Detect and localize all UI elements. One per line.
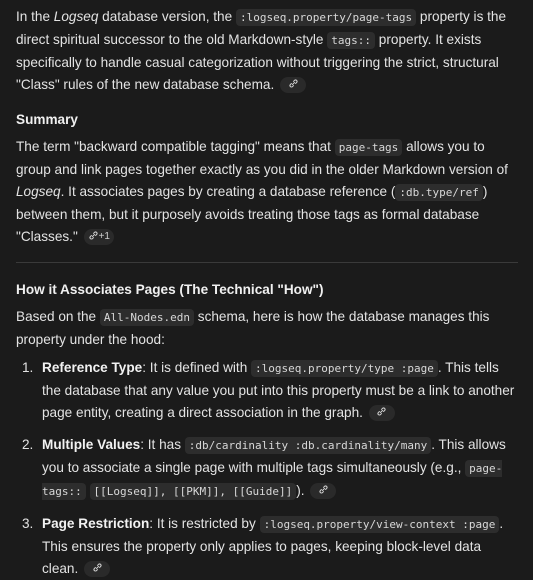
how-heading: How it Associates Pages (The Technical "How") xyxy=(16,282,324,297)
intro-code-tags: tags:: xyxy=(327,32,375,49)
list-item-text: . This tells the database that any value you put into this property must be a link to another page entity, creating a direct association in the graph. xyxy=(42,360,515,420)
how-code-all-nodes: All-Nodes.edn xyxy=(100,309,194,326)
list-item-title: Reference Type xyxy=(42,360,143,375)
link-icon xyxy=(88,230,99,241)
citation-chip[interactable] xyxy=(84,229,114,245)
list-item-text: ). xyxy=(296,483,305,498)
list-item xyxy=(16,357,518,424)
citation-chip[interactable] xyxy=(310,483,336,499)
intro-logseq: Logseq xyxy=(53,9,99,24)
list-item xyxy=(16,434,518,503)
list-item-code: :db/cardinality :db.cardinality/many xyxy=(185,437,431,454)
how-text-2: schema, here is how the database manages this property under the hood: xyxy=(16,309,490,347)
how-text-1: Based on the xyxy=(16,309,100,324)
summary-text-4: ) between them, but it purposely avoids treating those tags as formal database "Classes." xyxy=(16,184,488,244)
summary-text-2: allows you to group and link pages together exactly as you did in the older Markdown version of xyxy=(16,139,508,177)
list-item-text: : It is defined with xyxy=(142,360,252,375)
intro-text-2: database version, the xyxy=(98,9,236,24)
summary-text-1: The term "backward compatible tagging" means that xyxy=(16,139,335,154)
intro-paragraph xyxy=(16,6,518,96)
how-paragraph xyxy=(16,306,518,351)
summary-paragraph xyxy=(16,136,518,248)
summary-heading: Summary xyxy=(16,112,78,127)
citation-count: +1 xyxy=(98,231,110,243)
list-number: 1. xyxy=(22,360,34,375)
summary-code-page-tags: page-tags xyxy=(335,139,403,156)
section-divider xyxy=(16,262,518,263)
list-number: 2. xyxy=(22,437,34,452)
link-icon xyxy=(288,78,299,89)
intro-text-3: property is the direct spiritual successor to the old Markdown-style xyxy=(16,9,507,47)
list-item-code: :logseq.property/type :page xyxy=(251,360,438,377)
list-item-code: [[Logseq]], [[PKM]], [[Guide]] xyxy=(90,483,297,500)
link-icon xyxy=(92,562,103,573)
list-item-title: Page Restriction xyxy=(42,516,150,531)
list-item xyxy=(16,513,518,580)
citation-chip[interactable] xyxy=(280,77,306,93)
link-icon xyxy=(376,406,387,417)
intro-text-4: property. It exists specifically to handle casual categorization without triggering the strict, structural "Class" rules of the new database schema. xyxy=(16,32,499,92)
list-item-title: Multiple Values xyxy=(42,437,141,452)
list-item-code: :logseq.property/view-context :page xyxy=(260,516,500,533)
list-item-text: . This allows you to associate a single page with multiple tags simultaneously (e.g., xyxy=(42,437,506,475)
list-item-text: : It has xyxy=(140,437,185,452)
citation-chip[interactable] xyxy=(369,405,395,421)
link-icon xyxy=(318,484,329,495)
summary-text-3: . It associates pages by creating a database reference ( xyxy=(60,184,396,199)
intro-text-1: In the xyxy=(16,9,54,24)
intro-code-page-tags: :logseq.property/page-tags xyxy=(236,9,416,26)
list-number: 3. xyxy=(22,516,34,531)
list-item-text: : It is restricted by xyxy=(149,516,260,531)
summary-logseq: Logseq xyxy=(16,184,61,199)
list-item-text: . This ensures the property only applies to pages, keeping block-level data clean. xyxy=(42,516,504,576)
how-list xyxy=(16,357,518,580)
list-item-code: page-tags:: xyxy=(42,462,503,498)
summary-code-db-type-ref: :db.type/ref xyxy=(395,184,482,201)
citation-chip[interactable] xyxy=(84,561,110,577)
